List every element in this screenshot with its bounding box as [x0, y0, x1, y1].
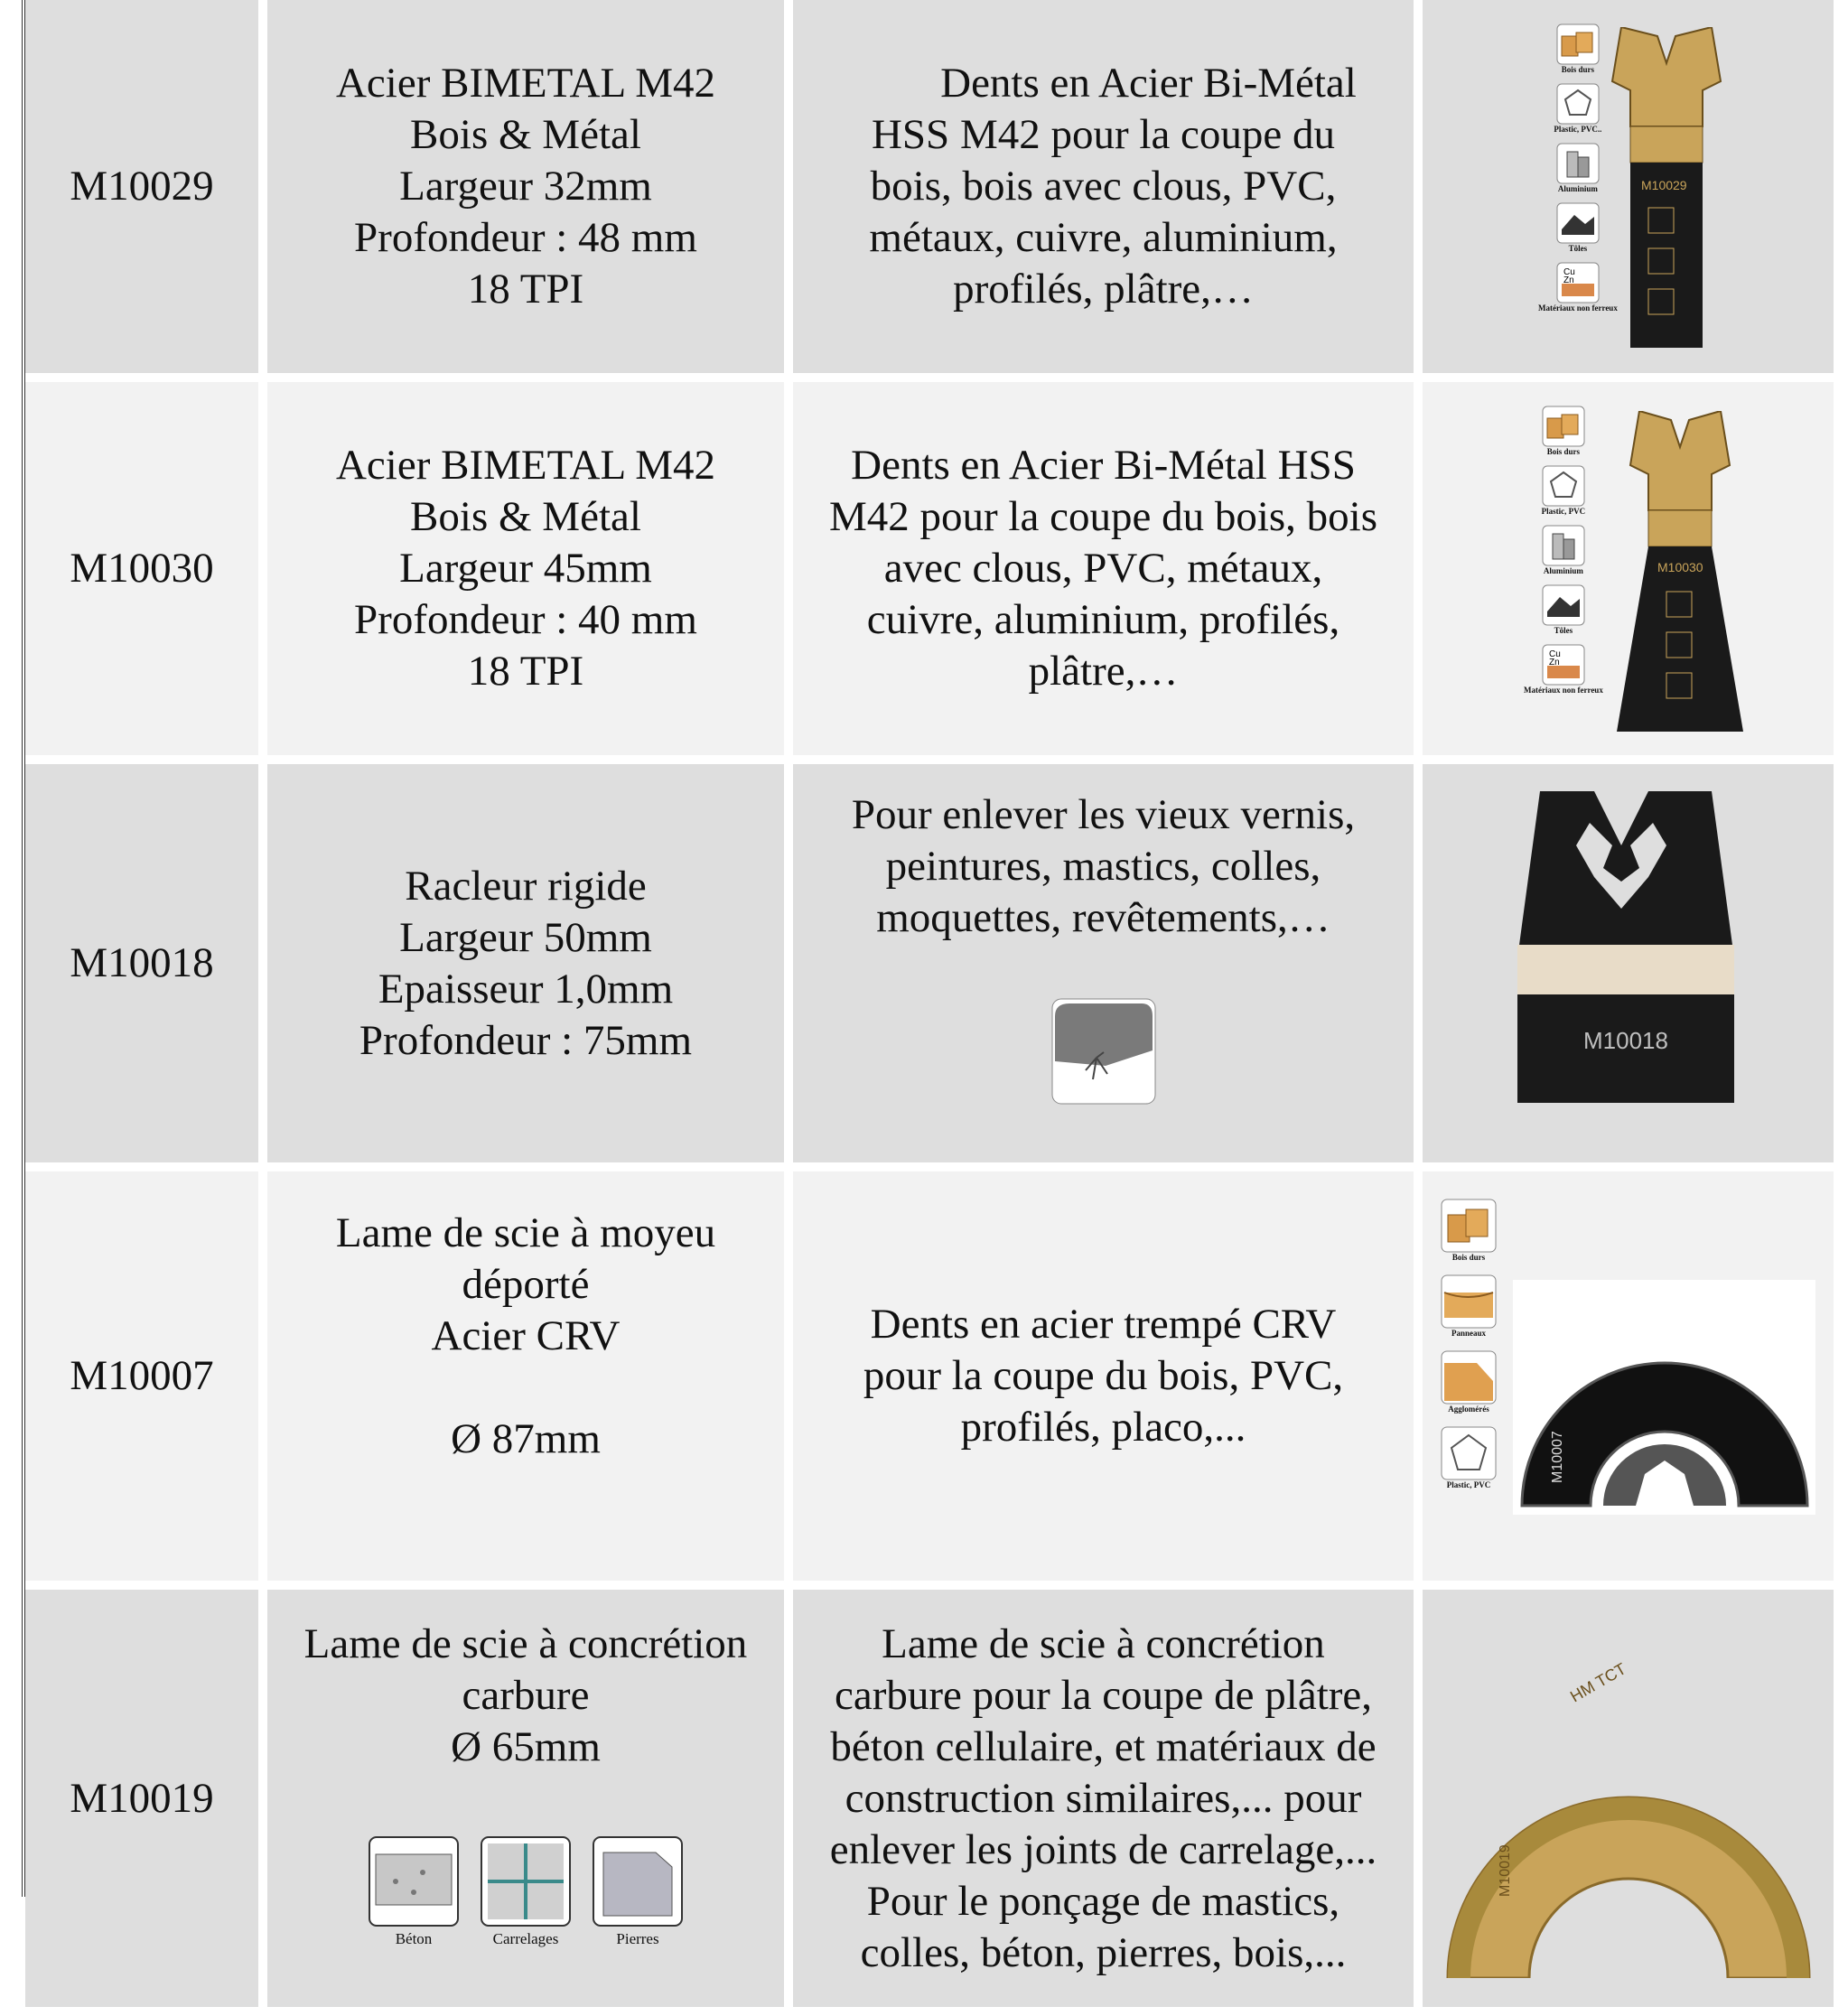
spec-line: Ø 65mm: [451, 1723, 601, 1770]
icon-label: Plastic, PVC: [1446, 1480, 1491, 1489]
desc-line: enlever les joints de carrelage,...: [829, 1825, 1377, 1873]
icon-label: Bois durs: [1546, 447, 1581, 456]
blade-straight-image: [1603, 27, 1730, 352]
spec-line: 18 TPI: [467, 266, 584, 313]
spec-line: 18 TPI: [467, 648, 584, 695]
desc-line: colles, béton, pierres, bois,...: [860, 1928, 1347, 1976]
table-row: [25, 1590, 1834, 2007]
sheet-metal-icon: [1556, 202, 1600, 244]
table-row: [25, 764, 1834, 1162]
icon-label: Aluminium: [1557, 184, 1598, 193]
spec-line: Profondeur : 40 mm: [354, 596, 697, 643]
cu-symbol: Cu: [1563, 267, 1575, 277]
product-spec: [267, 0, 784, 373]
spec-line: Bois & Métal: [410, 493, 641, 540]
scraper-blade-image: [1504, 791, 1748, 1116]
spec-line: Acier BIMETAL M42: [335, 60, 716, 107]
icon-label: Tôles: [1568, 244, 1588, 253]
plastic-icon: [1556, 83, 1600, 125]
icon-label: Plastic, PVC: [1541, 507, 1586, 516]
wood-icon: [1556, 23, 1600, 65]
material-icons: [1441, 1199, 1497, 1489]
desc-line: moquettes, revêtements,…: [876, 894, 1330, 941]
carbide-blade-image: [1439, 1617, 1818, 1978]
scraper-icon: [1051, 998, 1156, 1105]
icon-label: Aluminium: [1543, 566, 1583, 575]
desc-line: Dents en Acier Bi-Métal: [940, 60, 1357, 107]
spec-line: Largeur 45mm: [399, 545, 652, 592]
product-spec: [267, 382, 784, 755]
product-description: [793, 764, 1414, 1162]
material-label: Carrelages: [492, 1930, 559, 1947]
spec-line: Racleur rigide: [405, 862, 647, 910]
product-image: [1423, 1590, 1834, 2007]
product-ref: M10029: [25, 0, 258, 373]
product-ref: M10019: [25, 1590, 258, 2007]
tile-icon: [481, 1836, 571, 1927]
spec-line: Largeur 32mm: [399, 163, 652, 210]
icon-label: Plastic, PVC..: [1554, 125, 1602, 134]
plastic-icon: [1542, 465, 1585, 507]
desc-line: peintures, mastics, colles,: [885, 843, 1321, 890]
desc-line: Dents en Acier Bi-Métal HSS: [851, 442, 1356, 489]
spec-line: Bois & Métal: [410, 111, 641, 158]
spec-line: Largeur 50mm: [399, 913, 652, 961]
spec-line: Ø 87mm: [451, 1415, 601, 1462]
icon-label: Bois durs: [1561, 65, 1595, 74]
product-ref: M10018: [25, 764, 258, 1162]
product-ref: M10007: [25, 1171, 258, 1581]
product-description: [793, 0, 1414, 373]
spec-line: Profondeur : 75mm: [359, 1016, 693, 1064]
spec-line: Acier BIMETAL M42: [335, 442, 716, 489]
blade-label: M10018: [1583, 1027, 1668, 1054]
product-description: [793, 1590, 1414, 2007]
product-image: [1423, 0, 1834, 373]
product-ref: M10030: [25, 382, 258, 755]
desc-line: HSS M42 pour la coupe du: [871, 111, 1336, 158]
desc-line: Pour enlever les vieux vernis,: [851, 791, 1356, 838]
product-table: [16, 0, 1843, 2016]
desc-line: Dents en acier trempé CRV: [870, 1301, 1337, 1348]
segment-blade-image: [1513, 1280, 1815, 1515]
desc-line: profilés, placo,...: [960, 1404, 1246, 1451]
icon-label: Matériaux non ferreux: [1538, 303, 1618, 313]
icon-label: Panneaux: [1451, 1329, 1486, 1338]
cu-symbol: Cu: [1548, 649, 1561, 659]
product-spec: [267, 1590, 784, 2007]
blade-label: M10007: [1550, 1431, 1565, 1483]
product-spec: [267, 764, 784, 1162]
desc-line: construction similaires,... pour: [845, 1774, 1362, 1822]
blade-mark: HM TCT: [1567, 1659, 1629, 1706]
product-image: [1423, 764, 1834, 1162]
material-label: Béton: [395, 1930, 433, 1947]
spec-line: Acier CRV: [431, 1312, 621, 1359]
stone-icon: [593, 1836, 683, 1927]
non-ferrous-icon: [1556, 262, 1600, 303]
product-image: [1423, 1171, 1834, 1581]
product-description: [793, 1171, 1414, 1581]
non-ferrous-icon: [1542, 644, 1585, 686]
spec-line: carbure: [462, 1672, 590, 1719]
icon-label: Tôles: [1554, 626, 1573, 635]
spec-line: Lame de scie à concrétion: [303, 1620, 748, 1667]
spec-line: Lame de scie à moyeu: [335, 1209, 716, 1256]
icon-label: Matériaux non ferreux: [1524, 686, 1603, 695]
desc-line: Pour le ponçage de mastics,: [866, 1877, 1340, 1925]
spec-line: [267, 1362, 784, 1414]
product-spec: [267, 1171, 784, 1581]
icon-label: Bois durs: [1451, 1253, 1486, 1262]
panel-icon: [1441, 1274, 1497, 1329]
desc-line: Lame de scie à concrétion: [882, 1619, 1325, 1667]
desc-line: bois, bois avec clous, PVC,: [870, 163, 1337, 210]
desc-line: cuivre, aluminium, profilés,: [866, 596, 1340, 643]
desc-line: avec clous, PVC, métaux,: [883, 545, 1323, 592]
chipboard-icon: [1441, 1350, 1497, 1405]
desc-line: métaux, cuivre, aluminium,: [869, 214, 1338, 261]
desc-line: profilés, plâtre,…: [953, 266, 1254, 313]
concrete-icon: [369, 1836, 459, 1927]
product-description: [793, 382, 1414, 755]
zn-symbol: Zn: [1563, 275, 1574, 285]
wood-icon: [1441, 1199, 1497, 1253]
blade-label: M10019: [1498, 1844, 1513, 1897]
aluminium-icon: [1542, 525, 1585, 566]
aluminium-icon: [1556, 143, 1600, 184]
table-row: [25, 382, 1834, 755]
desc-line: béton cellulaire, et matériaux de: [830, 1722, 1377, 1770]
blade-label: M10029: [1641, 178, 1687, 192]
desc-line: plâtre,…: [1028, 648, 1179, 695]
desc-line: carbure pour la coupe de plâtre,: [834, 1671, 1373, 1719]
material-icons: [1524, 406, 1603, 695]
wood-icon: [1542, 406, 1585, 447]
product-image: [1423, 382, 1834, 755]
material-label: Pierres: [616, 1930, 659, 1947]
desc-line: pour la coupe du bois, PVC,: [863, 1352, 1344, 1399]
zn-symbol: Zn: [1548, 658, 1560, 667]
plastic-icon: [1441, 1426, 1497, 1480]
icon-label: Agglomérés: [1448, 1405, 1489, 1414]
table-row: [25, 1171, 1834, 1581]
blade-label: M10030: [1657, 560, 1703, 574]
table-row: [25, 0, 1834, 373]
spec-line: Epaisseur 1,0mm: [378, 965, 674, 1013]
blade-wide-image: [1603, 411, 1757, 736]
spec-line: Profondeur : 48 mm: [354, 214, 697, 261]
sheet-metal-icon: [1542, 584, 1585, 626]
desc-line: M42 pour la coupe du bois, bois: [828, 493, 1378, 540]
spec-line: déporté: [462, 1261, 590, 1308]
